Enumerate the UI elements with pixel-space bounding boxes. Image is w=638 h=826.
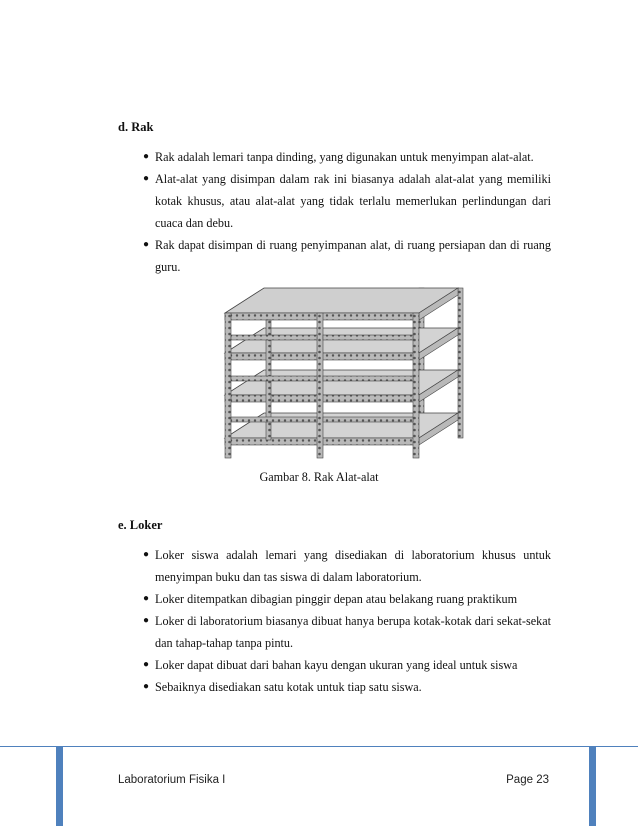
- rak-bullet-list: [143, 146, 551, 278]
- bullet-icon: ●: [143, 593, 150, 604]
- list-item: ● Sebaiknya disediakan satu kotak untuk tiap satu siswa.: [143, 676, 551, 698]
- bullet-icon: ●: [143, 151, 150, 162]
- bullet-icon: ●: [143, 659, 150, 670]
- bullet-icon: ●: [143, 615, 150, 626]
- section-heading-rak: d. Rak: [118, 120, 154, 134]
- bullet-icon: ●: [143, 239, 150, 250]
- footer-document-title: Laboratorium Fisika I: [118, 774, 226, 786]
- section-heading-loker: e. Loker: [118, 518, 163, 532]
- footer-left-bar: [56, 746, 63, 826]
- list-item: ● Loker dapat dibuat dari bahan kayu dengan ukuran yang ideal untuk siswa: [143, 654, 551, 676]
- bullet-icon: ●: [143, 549, 150, 560]
- list-item: ● Rak dapat disimpan di ruang penyimpanan alat, di ruang persiapan dan di ruang guru.: [143, 234, 551, 278]
- shelf-illustration: [222, 283, 467, 461]
- loker-bullet-list: [143, 544, 551, 698]
- list-item: ● Loker di laboratorium biasanya dibuat hanya berupa kotak-kotak dari sekat-sekat dan tahap-tahap tanpa pintu.: [143, 610, 551, 654]
- bullet-icon: ●: [143, 173, 150, 184]
- list-item: ● Loker siswa adalah lemari yang disediakan di laboratorium khusus untuk menyimpan buku dan tas siswa di dalam laboratorium.: [143, 544, 551, 588]
- bullet-icon: ●: [143, 681, 150, 692]
- list-item: ● Alat-alat yang disimpan dalam rak ini biasanya adalah alat-alat yang memiliki kotak khusus, atau alat-alat yang tidak terlalu memerlukan perlindungan dari cuaca dan debu.: [143, 168, 551, 234]
- footer-rule: [0, 746, 638, 747]
- footer-page-number: Page 23: [506, 774, 549, 786]
- list-item: ● Rak adalah lemari tanpa dinding, yang digunakan untuk menyimpan alat-alat.: [143, 146, 551, 168]
- list-item: ● Loker ditempatkan dibagian pinggir depan atau belakang ruang praktikum: [143, 588, 551, 610]
- footer-right-bar: [589, 746, 596, 826]
- figure-caption: Gambar 8. Rak Alat-alat: [259, 470, 379, 484]
